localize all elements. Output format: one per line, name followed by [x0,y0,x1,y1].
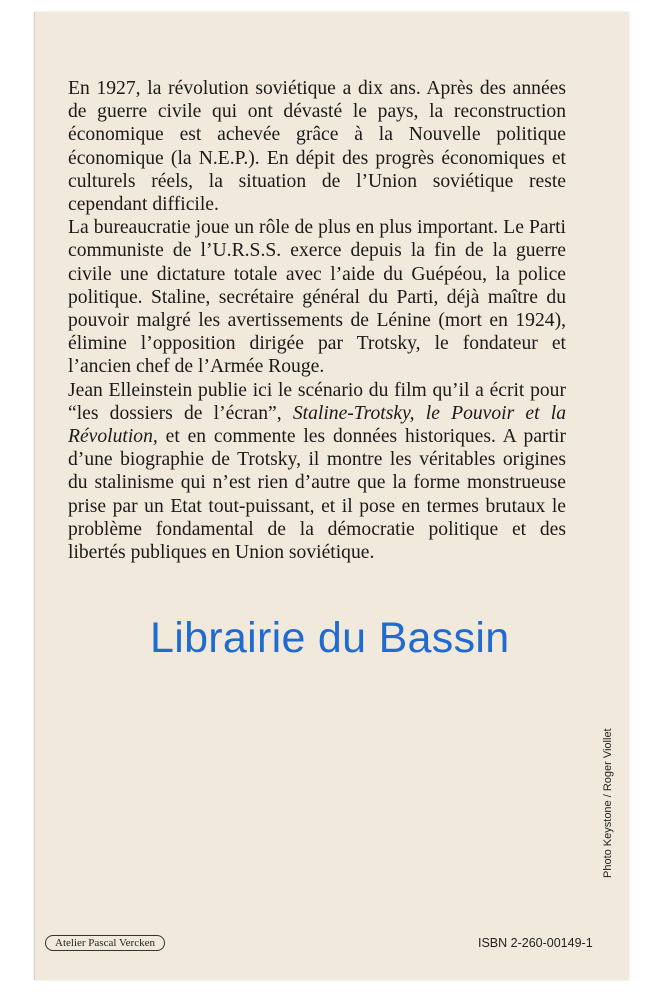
bookshop-watermark: Librairie du Bassin [150,614,510,662]
blurb-text [68,77,566,564]
paragraph-1: En 1927, la révolution soviétique a dix ans. Après des années de guerre civile qui ont dévasté le pays, la reconstruction économique est achevée grâce à la Nouvelle politique économique (la N.E.P.). En dépit des progrès économiques et culturels réels, la situation de l’Union soviétique reste cependant difficile. [68,78,566,216]
film-title: Staline-Trotsky, le Pouvoir et la Révolution, [68,402,566,448]
isbn-number: ISBN 2-260-00149-1 [478,936,593,950]
studio-label: Atelier Pascal Vercken [45,935,165,951]
photo-credit: Photo Keystone / Roger Viollet [602,728,614,878]
paragraph-2: La bureaucratie joue un rôle de plus en plus important. Le Parti communiste de l’U.R.S.S. exerce depuis la fin de la guerre civile une dictature totale avec l’aide du Guépéou, la police politique. Staline, secrétaire général du Parti, déjà maître du pouvoir malgré les avertissements de Lénine (mort en 1924), élimine l’opposition dirigée par Trotsky, le fondateur et l’ancien chef de l’Armée Rouge. [68,217,566,378]
paragraph-3-rest: et en commente les données historiques. A partir d’une biographie de Trotsky, il montre les véritables origines du stalinisme qui n’est rien d’autre que la forme monstrueuse prise par un Etat tout-puissant, et il pose en termes brutaux le problème fondamental de la démocratie politique et des libertés publiques en Union soviétique. [68,426,566,564]
paragraph-3 [68,379,566,565]
paragraph-3-intro: Jean Elleinstein publie ici le scénario du film qu’il a écrit pour “les dossiers de l’écran”, [68,379,566,424]
